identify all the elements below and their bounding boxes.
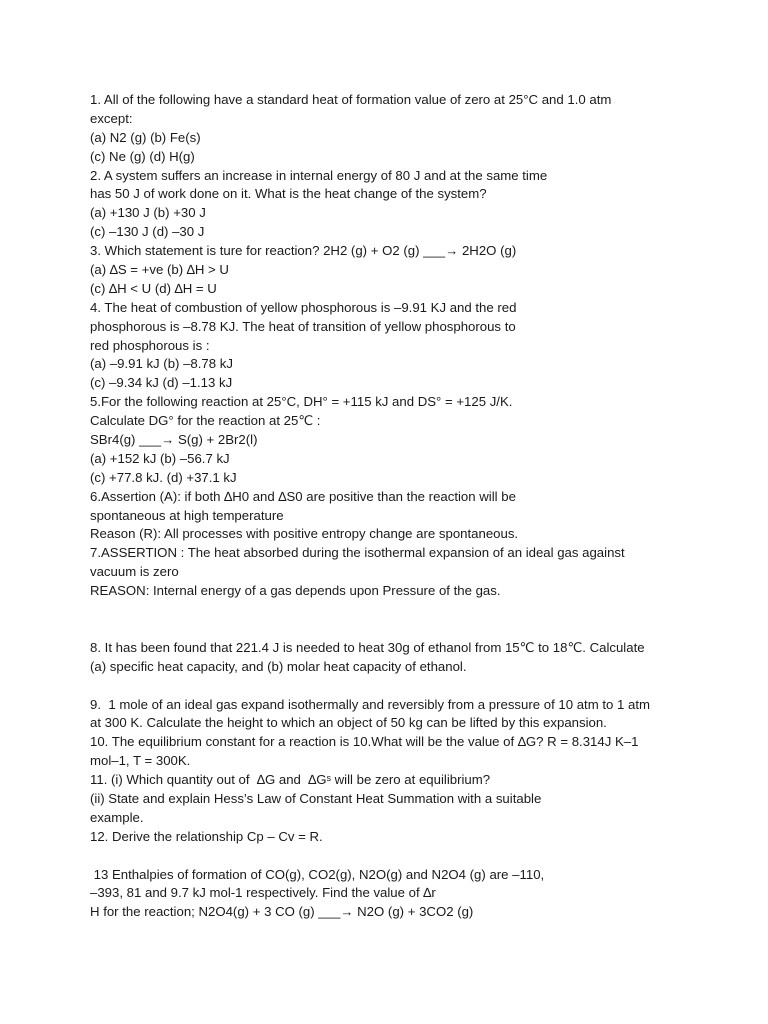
question-9-line: at 300 K. Calculate the height to which an object of 50 kg can be lifted by this expansion.: [90, 715, 607, 731]
question-6-line: spontaneous at high temperature: [90, 507, 284, 523]
question-2-line: has 50 J of work done on it. What is the heat change of the system?: [90, 186, 487, 202]
question-13-line: –393, 81 and 9.7 kJ mol-1 respectively. Find the value of ∆r: [90, 885, 436, 901]
question-1-line: except:: [90, 110, 133, 126]
question-6-reason: Reason (R): All processes with positive entropy change are spontaneous.: [90, 526, 519, 542]
question-10-line: mol–1, T = 300K.: [90, 753, 191, 769]
question-10-line: 10. The equilibrium constant for a reaction is 10.What will be the value of ∆G? R = 8.314J K–1: [90, 734, 639, 750]
question-5-option: (c) +77.8 kJ. (d) +37.1 kJ: [90, 469, 237, 485]
question-11-line: example.: [90, 809, 144, 825]
question-4-option: (a) –9.91 kJ (b) –8.78 kJ: [90, 356, 233, 372]
question-7-line: 7.ASSERTION : The heat absorbed during the isothermal expansion of an ideal gas against: [90, 545, 625, 561]
question-12-line: 12. Derive the relationship Cp – Cv = R.: [90, 828, 323, 844]
question-5-line: SBr4(g) ___→ S(g) + 2Br2(l): [90, 432, 258, 448]
question-8-line: (a) specific heat capacity, and (b) molar heat capacity of ethanol.: [90, 658, 467, 674]
question-4-option: (c) –9.34 kJ (d) –1.13 kJ: [90, 375, 233, 391]
blank-line: [90, 677, 690, 696]
question-4-line: red phosphorous is :: [90, 337, 210, 353]
question-1-line: 1. All of the following have a standard heat of formation value of zero at 25°C and 1.0 atm: [90, 92, 612, 107]
question-text-block: [90, 91, 690, 922]
question-4-line: phosphorous is –8.78 KJ. The heat of transition of yellow phosphorous to: [90, 318, 516, 334]
question-1-option: (a) N2 (g) (b) Fe(s): [90, 129, 201, 145]
blank-line: [90, 620, 690, 639]
question-2-line: 2. A system suffers an increase in internal energy of 80 J and at the same time: [90, 167, 548, 183]
question-2-option: (a) +130 J (b) +30 J: [90, 205, 206, 221]
question-5-line: 5.For the following reaction at 25°C, DH° = +115 kJ and DS° = +125 J/K.: [90, 394, 513, 410]
blank-line: [90, 601, 690, 620]
question-7-reason: REASON: Internal energy of a gas depends upon Pressure of the gas.: [90, 583, 501, 599]
question-7-line: vacuum is zero: [90, 564, 179, 580]
question-11-line: 11. (i) Which quantity out of ∆G and ∆Gˢ will be zero at equilibrium?: [90, 772, 491, 788]
question-1-option: (c) Ne (g) (d) H(g): [90, 148, 195, 164]
question-9-line: 9. 1 mole of an ideal gas expand isothermally and reversibly from a pressure of 10 atm to 1 atm: [90, 696, 651, 712]
question-5-line: Calculate DG° for the reaction at 25℃ :: [90, 413, 321, 429]
question-11-line: (ii) State and explain Hess’s Law of Constant Heat Summation with a suitable: [90, 790, 542, 806]
question-4-line: 4. The heat of combustion of yellow phosphorous is –9.91 KJ and the red: [90, 299, 517, 315]
question-3-option: (c) ∆H < U (d) ∆H = U: [90, 280, 217, 296]
question-3-option: (a) ∆S = +ve (b) ∆H > U: [90, 262, 229, 278]
question-5-option: (a) +152 kJ (b) –56.7 kJ: [90, 450, 230, 466]
question-13-line: 13 Enthalpies of formation of CO(g), CO2(g), N2O(g) and N2O4 (g) are –110,: [90, 866, 545, 882]
question-6-line: 6.Assertion (A): if both ∆H0 and ∆S0 are positive than the reaction will be: [90, 488, 516, 504]
question-2-option: (c) –130 J (d) –30 J: [90, 224, 205, 240]
question-3-line: 3. Which statement is ture for reaction? 2H2 (g) + O2 (g) ___→ 2H2O (g): [90, 243, 517, 259]
question-8-line: 8. It has been found that 221.4 J is needed to heat 30g of ethanol from 15℃ to 18℃. Calculate: [90, 639, 645, 655]
question-13-line: H for the reaction; N2O4(g) + 3 CO (g) ___→ N2O (g) + 3CO2 (g): [90, 904, 474, 920]
blank-line: [90, 847, 690, 866]
